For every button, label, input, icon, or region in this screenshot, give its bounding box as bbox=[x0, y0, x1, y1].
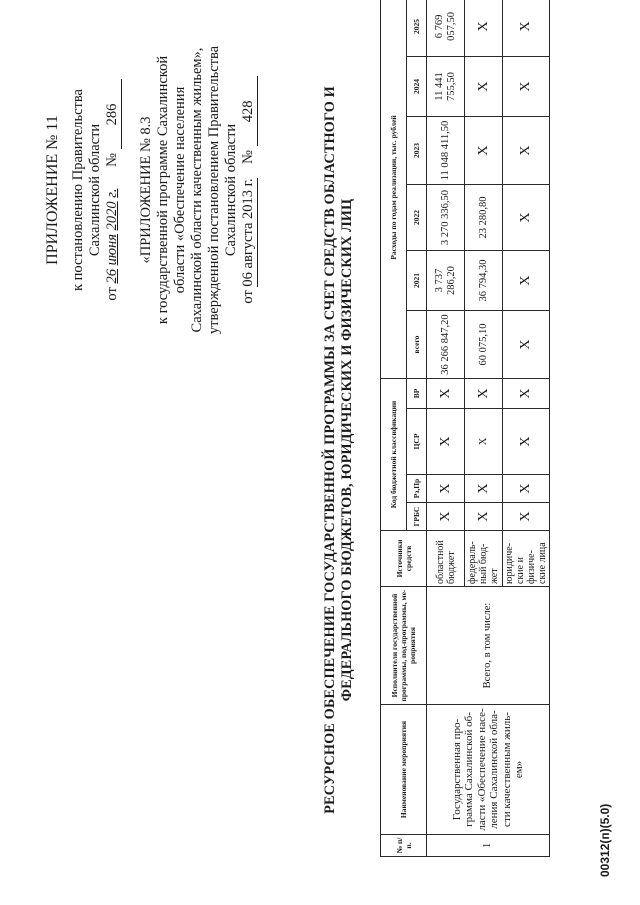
prev-number: 428 bbox=[240, 76, 258, 146]
row-total: 60 075,10 bbox=[465, 311, 503, 379]
header-executor: Исполнители государственной программы, под-программы, ме-роприятия bbox=[381, 587, 427, 705]
header-grbs: ГРБС bbox=[407, 503, 427, 531]
resource-table bbox=[380, 0, 550, 857]
document-title bbox=[322, 35, 356, 865]
header-2024: 2024 bbox=[407, 57, 427, 117]
previous-appendix bbox=[138, 35, 258, 345]
number-label: № bbox=[104, 153, 120, 167]
row-name: Государственная про-грамма Сахалинской об-ласти «Обеспечение насе-ления Сахалинской обла-сти качественным жиль-ем» bbox=[427, 705, 550, 835]
row-total: 36 266 847,20 bbox=[427, 311, 465, 379]
resolution-region: Сахалинской области bbox=[87, 123, 103, 257]
row-source: федераль-ный бюд-жет bbox=[465, 531, 503, 587]
row-2024: X bbox=[503, 57, 550, 117]
header-2023: 2023 bbox=[407, 117, 427, 185]
header-source: Источники средств bbox=[381, 531, 427, 587]
row-rzpr: X bbox=[503, 475, 550, 503]
row-2021: 36 794,30 bbox=[465, 251, 503, 311]
title-line-2: ФЕДЕРАЛЬНОГО БЮДЖЕТОВ, ЮРИДИЧЕСКИХ И ФИЗИЧЕСКИХ ЛИЦ bbox=[339, 198, 355, 702]
row-2022: 23 280,80 bbox=[465, 185, 503, 251]
prev-line-4: утвержденной постановлением Правительства bbox=[206, 45, 222, 335]
title-line-1: РЕСУРСНОЕ ОБЕСПЕЧЕНИЕ ГОСУДАРСТВЕННОЙ ПРОГРАММЫ ЗА СЧЕТ СРЕДСТВ ОБЛАСТНОГО И bbox=[322, 86, 338, 814]
prev-line-3: Сахалинской области качественным жильем», bbox=[189, 47, 205, 333]
table-row bbox=[427, 0, 465, 857]
resolution-date-line bbox=[104, 35, 122, 345]
row-csr: X bbox=[503, 409, 550, 475]
row-2025: X bbox=[503, 0, 550, 57]
row-num: 1 bbox=[427, 835, 550, 857]
row-csr: X bbox=[465, 409, 503, 475]
form-code: 00312(п)(5.0) bbox=[598, 803, 612, 877]
prev-date: 06 августа 2013 г. bbox=[240, 178, 256, 287]
from-label: от bbox=[104, 287, 120, 301]
row-executor: Всего, в том числе: bbox=[427, 587, 550, 705]
row-grbs: X bbox=[427, 503, 465, 531]
row-source: областной бюджет bbox=[427, 531, 465, 587]
date-day: 26 bbox=[104, 269, 120, 284]
row-2024: X bbox=[465, 57, 503, 117]
row-2025: X bbox=[465, 0, 503, 57]
date-month: июня bbox=[104, 234, 120, 266]
row-2023: X bbox=[503, 117, 550, 185]
prev-appendix-title: «ПРИЛОЖЕНИЕ № 8.3 bbox=[138, 116, 154, 264]
header-num: № п/п. bbox=[381, 835, 427, 857]
row-2024: 11 441 755,50 bbox=[427, 57, 465, 117]
header-csr: ЦСР bbox=[407, 409, 427, 475]
appendix-title: ПРИЛОЖЕНИЕ № 11 bbox=[44, 115, 61, 265]
prev-from-label: от bbox=[240, 290, 256, 304]
row-2021: 3 737 286,20 bbox=[427, 251, 465, 311]
prev-date-line bbox=[240, 35, 258, 345]
row-total: X bbox=[503, 311, 550, 379]
row-rzpr: X bbox=[465, 475, 503, 503]
prev-number-label: № bbox=[240, 150, 256, 164]
header-vr: ВР bbox=[407, 379, 427, 409]
row-csr: X bbox=[427, 409, 465, 475]
row-rzpr: X bbox=[427, 475, 465, 503]
header-name: Наименование мероприятия bbox=[381, 705, 427, 835]
header-2022: 2022 bbox=[407, 185, 427, 251]
row-vr: X bbox=[503, 379, 550, 409]
appendix-header bbox=[44, 35, 258, 345]
row-2023: 11 048 411,50 bbox=[427, 117, 465, 185]
row-grbs: X bbox=[503, 503, 550, 531]
prev-line-1: к государственной программе Сахалинской bbox=[155, 55, 171, 325]
row-2022: X bbox=[503, 185, 550, 251]
prev-line-2: области «Обеспечение населения bbox=[172, 86, 188, 294]
resolution-number: 286 bbox=[104, 79, 122, 149]
row-2021: X bbox=[503, 251, 550, 311]
row-grbs: X bbox=[465, 503, 503, 531]
resolution-line: к постановлению Правительства bbox=[70, 89, 86, 291]
row-source: юридиче-ские и физиче-ские лица bbox=[503, 531, 550, 587]
date-year: 2020 bbox=[104, 201, 120, 231]
row-2022: 3 270 336,50 bbox=[427, 185, 465, 251]
row-2025: 6 769 057,50 bbox=[427, 0, 465, 57]
year-suffix: г. bbox=[104, 188, 120, 198]
header-expenses: Расходы по годам реализации, тыс. рублей bbox=[381, 0, 407, 379]
row-vr: X bbox=[427, 379, 465, 409]
row-2023: X bbox=[465, 117, 503, 185]
header-2021: 2021 bbox=[407, 251, 427, 311]
header-budget-code: Код бюджетной классификации bbox=[381, 379, 407, 531]
header-2025: 2025 bbox=[407, 0, 427, 57]
row-vr: X bbox=[465, 379, 503, 409]
header-rzpr: Рз,Пр bbox=[407, 475, 427, 503]
header-total: всего bbox=[407, 311, 427, 379]
prev-line-5: Сахалинской области bbox=[223, 123, 239, 257]
